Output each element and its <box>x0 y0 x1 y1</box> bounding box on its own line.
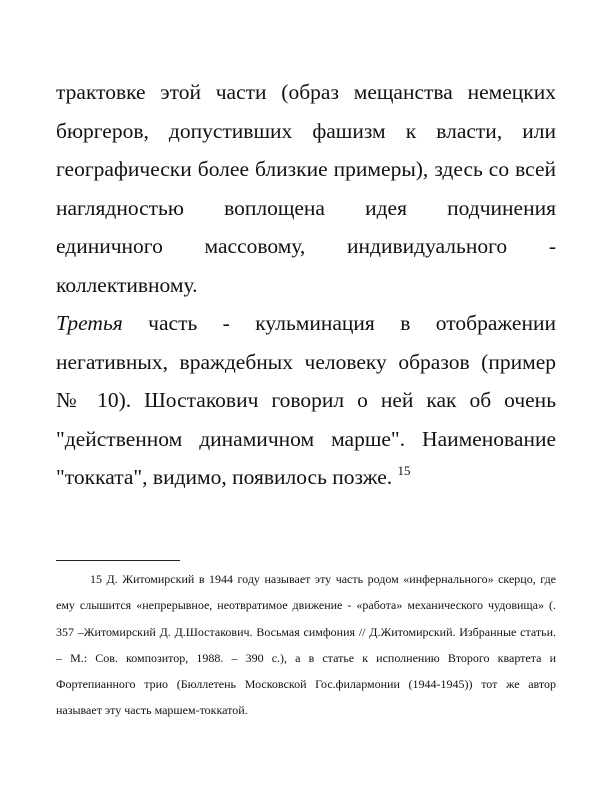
footnote-separator <box>56 560 180 561</box>
paragraph-2-lead-word: Третья <box>56 311 123 335</box>
footnote-body <box>56 566 556 724</box>
footnote-number: 15 <box>90 572 102 586</box>
main-text <box>56 73 556 497</box>
paragraph-1-text: трактовке этой части (образ мещанства немецких бюргеров, допустивших фашизм к власти, или географически более близкие примеры), здесь со всей наглядностью воплощена идея подчинения единичного массовому, индивидуального - коллективному. <box>56 80 556 297</box>
footnote-reference[interactable]: 15 <box>397 463 411 478</box>
footnote <box>56 566 556 724</box>
paragraph-third-part <box>56 304 556 497</box>
paragraph-continuation <box>56 73 556 304</box>
paragraph-2-text: часть - кульминация в отображении негативных, враждебных человеку образов (пример № 10). Шостакович говорил о ней как об очень "действенном динамичном марше". Наименование "токката", видимо, появилось позже. <box>56 311 556 489</box>
footnote-text: Д. Житомирский в 1944 году называет эту часть родом «инфернального» скерцо, где ему слышится «непрерывное, неотвратимое движение - «работа» механического чудовища» (. 357 –Житомирский Д. Д.Шостакович. Восьмая симфония // Д.Житомирский. Избранные статьи. – М.: Сов. композитор, 1988. – 390 с.), а в статье к исполнению Второго квартета и Фортепианного трио (Бюллетень Московской Гос.филармонии (1944-1945)) тот же автор называет эту часть маршем-токкатой. <box>56 572 556 718</box>
